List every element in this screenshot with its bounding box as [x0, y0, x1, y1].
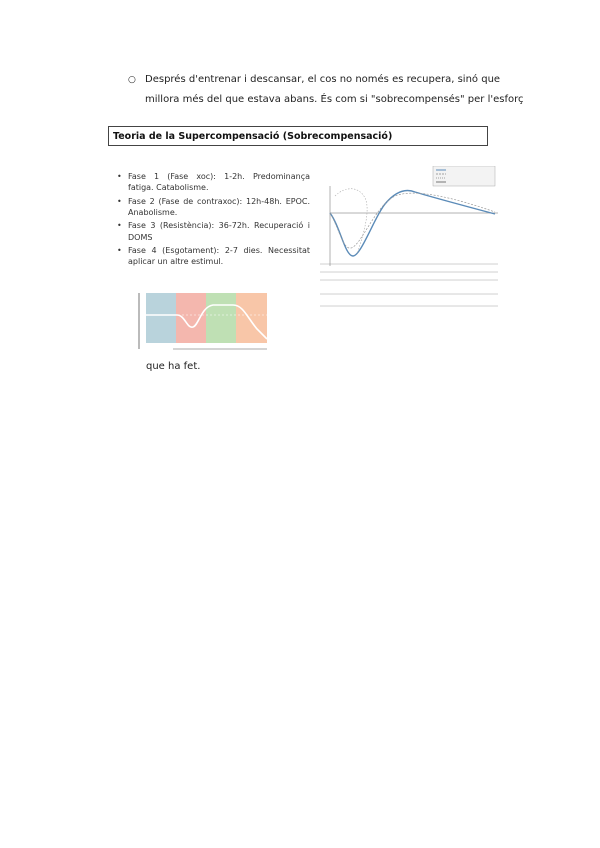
- slide-title: Teoria de la Supercompensació (Sobrecompensació): [108, 126, 488, 146]
- legend-box: [433, 166, 495, 186]
- phase-item: • Fase 2 (Fase de contraxoc): 12h-48h. EPOC. Anabolisme.: [116, 196, 310, 218]
- phase-band-1: [146, 293, 176, 343]
- phase-band-4: [236, 293, 267, 343]
- phase-item: • Fase 3 (Resistència): 36-72h. Recuperació i DOMS: [116, 220, 310, 242]
- supercompensation-diagram: [315, 166, 500, 316]
- paragraph-continuation: que ha fet.: [146, 361, 201, 372]
- phase-band-3: [206, 293, 236, 343]
- phase-item: • Fase 4 (Esgotament): 2-7 dies. Necessitat aplicar un altre estimul.: [116, 245, 310, 267]
- bullet-text-line-2: millora més del que estava abans. És com si "sobrecompensés" per l'esforç: [145, 94, 524, 105]
- phase-list: [116, 171, 310, 270]
- phase-item: • Fase 1 (Fase xoc): 1-2h. Predominança fatiga. Catabolisme.: [116, 171, 310, 193]
- fatigue-curve: [330, 193, 495, 248]
- stimulus-curve: [335, 189, 367, 254]
- bullet-text-line-1: Després d'entrenar i descansar, el cos no només es recupera, sinó que: [145, 74, 501, 85]
- bullet-marker: ○: [128, 75, 136, 85]
- embedded-slide-image: [108, 126, 496, 370]
- phase-band-2: [176, 293, 206, 343]
- phase-bands-figure: [135, 289, 275, 364]
